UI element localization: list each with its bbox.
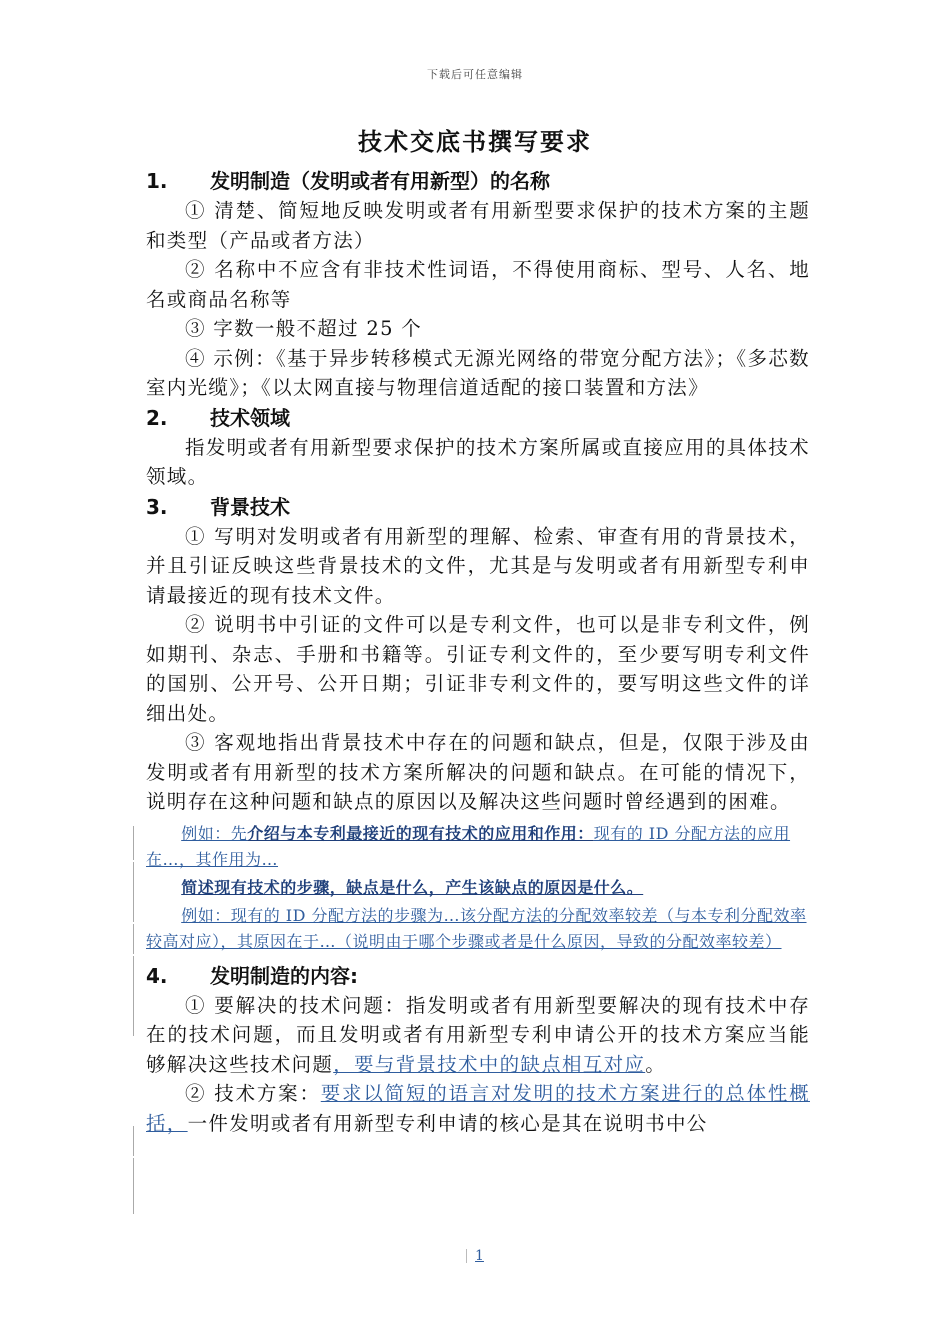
section-title: 技术领域 [210, 405, 290, 430]
annotation-note [146, 821, 810, 873]
section-number: 3. [146, 494, 168, 519]
revision-bar [133, 862, 134, 922]
paragraph: ④ 示例：《基于异步转移模式无源光网络的带宽分配方法》；《多芯数室内光缆》；《以太网直接与物理信道适配的接口装置和方法》 [146, 346, 810, 399]
section-heading-3 [146, 492, 810, 522]
section-heading-1 [146, 166, 810, 196]
page-footer [0, 1248, 950, 1264]
footer-divider [466, 1249, 467, 1263]
section-number: 4. [146, 963, 168, 988]
page-header: 下载后可任意编辑 [427, 68, 523, 81]
paragraph: ① 写明对发明或者有用新型的理解、检索、审查有用的背景技术，并且引证反映这些背景技术的文件，尤其是与发明或者有用新型专利申请最接近的现有技术文件。 [146, 524, 810, 607]
revision-bar [133, 826, 134, 860]
paragraph: ① 清楚、简短地反映发明或者有用新型要求保护的技术方案的主题和类型（产品或者方法） [146, 199, 810, 252]
note-text: 例如：现有的 ID 分配方法的步骤为…该分配方法的分配效率较差（与本专利分配效率较高对应），其原因在于…（说明由于哪个步骤或者是什么原因，导致的分配效率较差） [146, 905, 807, 951]
section-title: 发明制造（发明或者有用新型）的名称 [210, 169, 550, 193]
annotation-note [146, 903, 810, 955]
section-title: 发明制造的内容: [210, 963, 358, 988]
revision-bar [133, 956, 134, 1036]
section-heading-4 [146, 961, 810, 991]
paragraph: 指发明或者有用新型要求保护的技术方案所属或直接应用的具体技术领域。 [146, 435, 810, 488]
note-text: 现有的 ID 分配方法的应用在…，其作用为… [146, 823, 791, 869]
annotation-bold-note: 简述现有技术的步骤，缺点是什么，产生该缺点的原因是什么。 [181, 877, 644, 897]
paragraph-text: 一件发明或者有用新型专利申请的核心是其在说明书中公 [187, 1111, 708, 1135]
paragraph [146, 991, 810, 1080]
section-title: 背景技术 [210, 494, 290, 519]
paragraph [146, 1079, 810, 1138]
note-text: 例如：先 [181, 823, 248, 843]
paragraph-text: 。 [645, 1052, 667, 1076]
note-emphasis: 介绍与本专利最接近的现有技术的应用和作用： [247, 823, 594, 843]
section-heading-2 [146, 403, 810, 433]
revision-bar [133, 1126, 134, 1156]
paragraph-text: ① 要解决的技术问题：指发明或者有用新型要解决的现有技术中存在的技术问题，而且发明或者有用新型专利申请公开的技术方案应当能够解决这些技术问题 [146, 993, 810, 1076]
inserted-text: 要求以简短的语言对发明的技术方案进行的总体性概括， [146, 1082, 810, 1135]
revision-bar [133, 1158, 134, 1214]
section-number: 2. [146, 405, 168, 430]
inserted-text: ，要与背景技术中的缺点相互对应 [333, 1052, 646, 1076]
paragraph: ③ 客观地指出背景技术中存在的问题和缺点，但是，仅限于涉及由发明或者有用新型的技术方案所解决的问题和缺点。在可能的情况下，说明存在这种问题和缺点的原因以及解决这些问题时曾经遇到的困难。 [146, 731, 810, 813]
paragraph-text: ② 技术方案： [185, 1082, 321, 1105]
section-number: 1. [146, 169, 168, 193]
paragraph: ② 名称中不应含有非技术性词语，不得使用商标、型号、人名、地名或商品名称等 [146, 258, 810, 311]
document-body [146, 166, 810, 1138]
paragraph: ② 说明书中引证的文件可以是专利文件，也可以是非专利文件，例如期刊、杂志、手册和书籍等。引证专利文件的，至少要写明专利文件的国别、公开号、公开日期；引证非专利文件的，要写明这些文件的详细出处。 [146, 613, 810, 725]
revision-bar [133, 924, 134, 954]
paragraph: ③ 字数一般不超过 25 个 [185, 317, 423, 340]
page-number: 1 [475, 1248, 484, 1264]
document-title: 技术交底书撰写要求 [358, 128, 592, 156]
